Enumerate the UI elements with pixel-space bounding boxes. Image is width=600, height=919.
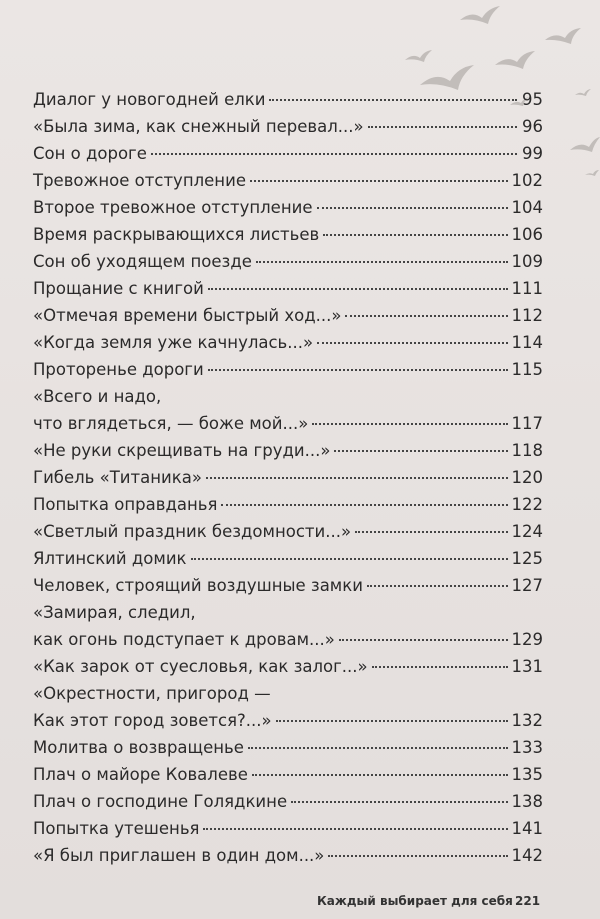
dot-leader (221, 504, 507, 506)
toc-entry (33, 518, 543, 545)
toc-entry-page: 111 (511, 279, 543, 298)
toc-entry-row (33, 86, 543, 113)
toc-entry (33, 86, 543, 113)
dot-leader (203, 828, 507, 830)
toc-entry-page: 124 (511, 522, 543, 541)
toc-entry-row (33, 626, 543, 653)
toc-entry (33, 221, 543, 248)
toc-entry-row (33, 572, 543, 599)
toc-entry-page: 131 (511, 657, 543, 676)
dot-leader (317, 342, 507, 344)
toc-entry (33, 842, 543, 869)
toc-entry-page: 115 (511, 360, 543, 379)
toc-entry-title: «Отмечая времени быстрый ход...» (33, 306, 342, 325)
toc-entry-title: Плач о майоре Ковалеве (33, 765, 248, 784)
dot-leader (334, 450, 507, 452)
toc-entry-title: Человек, строящий воздушные замки (33, 576, 363, 595)
toc-entry-page: 141 (511, 819, 543, 838)
toc-entry-page: 106 (511, 225, 543, 244)
toc-entry (33, 437, 543, 464)
dot-leader (291, 801, 507, 803)
toc-entry-row (33, 302, 543, 329)
toc-entry-row (33, 464, 543, 491)
dot-leader (339, 639, 508, 641)
dot-leader (191, 558, 508, 560)
toc-entry-row (33, 356, 543, 383)
toc-entry (33, 194, 543, 221)
table-of-contents (33, 86, 543, 869)
dot-leader (355, 531, 507, 533)
toc-entry-row (33, 113, 543, 140)
toc-entry-page: 122 (511, 495, 543, 514)
toc-entry-page: 96 (522, 117, 543, 136)
toc-entry-page: 142 (511, 846, 543, 865)
toc-entry-row (33, 707, 543, 734)
toc-entry-page: 125 (511, 549, 543, 568)
toc-entry (33, 491, 543, 518)
toc-entry-title: «Окрестности, пригород — (33, 684, 271, 703)
dot-leader (248, 747, 508, 749)
toc-entry (33, 113, 543, 140)
toc-entry-row (33, 221, 543, 248)
toc-entry-title: «Была зима, как снежный перевал...» (33, 117, 364, 136)
dot-leader (151, 153, 517, 155)
dot-leader (317, 207, 508, 209)
dot-leader (208, 288, 508, 290)
toc-entry-page: 112 (511, 306, 543, 325)
toc-entry-title: что вглядеться, — боже мой...» (33, 414, 309, 433)
toc-entry-row (33, 167, 543, 194)
dot-leader (269, 99, 517, 101)
toc-entry-page: 104 (511, 198, 543, 217)
toc-entry-title: «Всего и надо, (33, 387, 162, 406)
dot-leader (372, 666, 508, 668)
toc-entry-title: Попытка оправданья (33, 495, 218, 514)
toc-entry-page: 120 (511, 468, 543, 487)
toc-entry-row (33, 140, 543, 167)
toc-entry-row (33, 518, 543, 545)
toc-entry-page: 114 (511, 333, 543, 352)
dot-leader (345, 315, 507, 317)
toc-entry-page: 95 (522, 90, 543, 109)
toc-entry (33, 302, 543, 329)
toc-entry-title: Как этот город зовется?...» (33, 711, 272, 730)
toc-entry (33, 599, 543, 653)
dot-leader (252, 774, 508, 776)
dot-leader (312, 423, 507, 425)
toc-entry-title: Ялтинский домик (33, 549, 187, 568)
toc-entry-title: «Светлый праздник бездомности...» (33, 522, 352, 541)
toc-entry-title: Прощание с книгой (33, 279, 204, 298)
dot-leader (328, 855, 507, 857)
toc-entry (33, 356, 543, 383)
toc-entry-row (33, 329, 543, 356)
dot-leader (323, 234, 507, 236)
toc-entry-title: Проторенье дороги (33, 360, 204, 379)
dot-leader (256, 261, 508, 263)
toc-entry-page: 117 (511, 414, 543, 433)
toc-entry-title: «Когда земля уже качнулась...» (33, 333, 314, 352)
toc-entry (33, 653, 543, 680)
toc-entry-title: как огонь подступает к дровам...» (33, 630, 335, 649)
toc-entry (33, 383, 543, 437)
toc-entry-page: 138 (511, 792, 543, 811)
toc-entry-row (33, 761, 543, 788)
toc-entry-page: 118 (511, 441, 543, 460)
toc-entry-title: Попытка утешенья (33, 819, 200, 838)
toc-entry (33, 140, 543, 167)
toc-entry (33, 248, 543, 275)
toc-entry-row (33, 734, 543, 761)
toc-entry-row (33, 437, 543, 464)
running-title: Каждый выбирает для себя (317, 894, 513, 908)
toc-entry-continuation (33, 680, 543, 707)
toc-entry-title: «Замирая, следил, (33, 603, 196, 622)
toc-entry-page: 102 (511, 171, 543, 190)
toc-entry-title: «Как зарок от суесловья, как залог...» (33, 657, 368, 676)
toc-entry-row (33, 815, 543, 842)
toc-entry (33, 167, 543, 194)
toc-entry (33, 545, 543, 572)
toc-entry (33, 815, 543, 842)
dot-leader (367, 585, 508, 587)
toc-entry (33, 329, 543, 356)
toc-entry-title: Второе тревожное отступление (33, 198, 313, 217)
toc-entry (33, 734, 543, 761)
toc-entry-row (33, 491, 543, 518)
toc-entry-row (33, 842, 543, 869)
toc-entry-title: «Я был приглашен в один дом...» (33, 846, 325, 865)
toc-entry-page: 127 (511, 576, 543, 595)
toc-entry-continuation (33, 599, 543, 626)
dot-leader (276, 720, 508, 722)
toc-entry-row (33, 275, 543, 302)
toc-entry-title: Диалог у новогодней елки (33, 90, 266, 109)
toc-entry (33, 788, 543, 815)
toc-entry-page: 132 (511, 711, 543, 730)
toc-entry-page: 133 (511, 738, 543, 757)
page-number: 221 (515, 894, 541, 908)
dot-leader (368, 126, 517, 128)
toc-entry-title: Сон о дороге (33, 144, 147, 163)
toc-entry-title: «Не руки скрещивать на груди...» (33, 441, 331, 460)
page-footer (0, 888, 600, 916)
toc-entry-row (33, 653, 543, 680)
toc-entry-title: Плач о господине Голядкине (33, 792, 288, 811)
toc-entry-row (33, 248, 543, 275)
toc-entry-title: Молитва о возвращенье (33, 738, 244, 757)
toc-entry-row (33, 194, 543, 221)
toc-entry-row (33, 545, 543, 572)
dot-leader (208, 369, 508, 371)
toc-entry (33, 275, 543, 302)
toc-entry-row (33, 788, 543, 815)
toc-entry-page: 135 (511, 765, 543, 784)
toc-entry-title: Сон об уходящем поезде (33, 252, 252, 271)
toc-entry (33, 572, 543, 599)
toc-entry-title: Время раскрывающихся листьев (33, 225, 320, 244)
dot-leader (206, 477, 508, 479)
toc-entry (33, 680, 543, 734)
toc-entry (33, 464, 543, 491)
toc-entry (33, 761, 543, 788)
toc-entry-title: Тревожное отступление (33, 171, 246, 190)
toc-entry-title: Гибель «Титаника» (33, 468, 202, 487)
toc-entry-row (33, 410, 543, 437)
toc-entry-page: 129 (511, 630, 543, 649)
toc-entry-page: 99 (522, 144, 543, 163)
toc-entry-continuation (33, 383, 543, 410)
dot-leader (250, 180, 508, 182)
toc-entry-page: 109 (511, 252, 543, 271)
